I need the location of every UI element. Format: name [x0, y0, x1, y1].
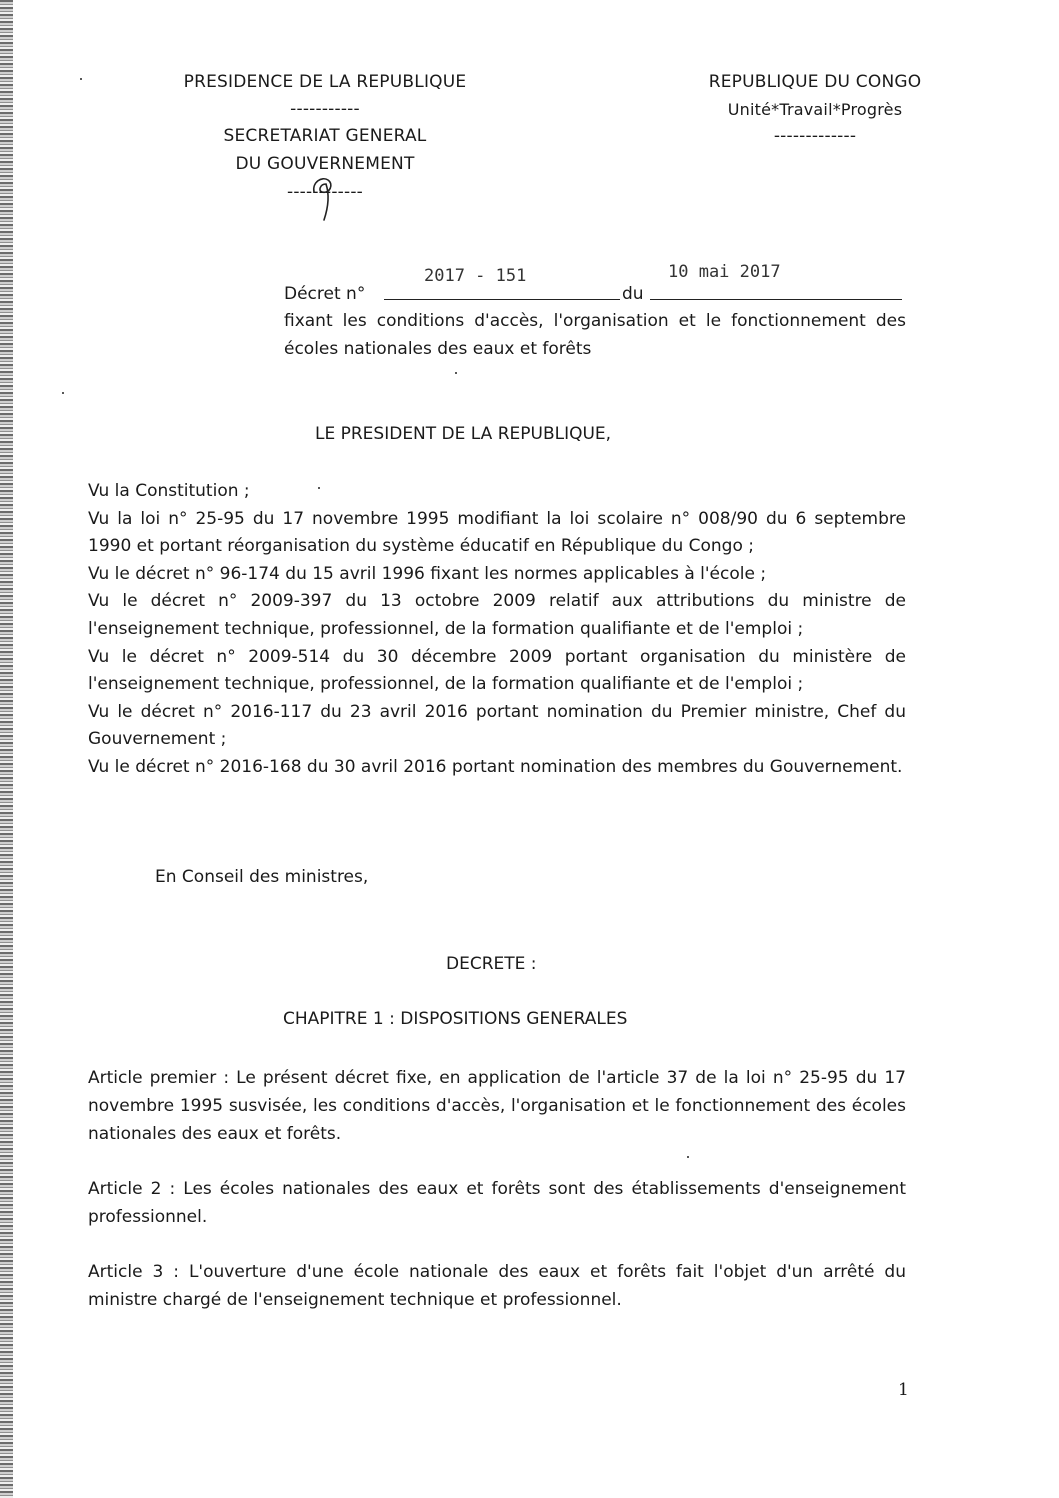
header-gouvernement: DU GOUVERNEMENT [235, 154, 415, 174]
header-republique: REPUBLIQUE DU CONGO [708, 72, 922, 92]
article-text: Le présent décret fixe, en application de l'article 37 de la loi n° 25-95 du 17 novembre 1995 susvisée, les conditions d'accès, l'organisation et le fonctionnement des écoles nationales des eaux et forêts. [88, 1068, 906, 1144]
visa-item: Vu le décret n° 96-174 du 15 avril 1996 fixant les normes applicables à l'école ; [88, 563, 767, 584]
scan-speck [455, 372, 457, 374]
scan-speck [62, 392, 64, 394]
decree-subject: fixant les conditions d'accès, l'organisation et le fonctionnement des écoles nationales des eaux et forêts [284, 311, 906, 359]
president-title: LE PRESIDENT DE LA REPUBLIQUE, [315, 424, 612, 444]
article-heading: Article premier [88, 1068, 217, 1088]
decree-number: 2017 - 151 [424, 266, 527, 286]
decrete-heading: DECRETE : [446, 954, 537, 974]
article-heading: Article 2 [88, 1179, 162, 1199]
article-premier [88, 1064, 906, 1148]
decree-date: 10 mai 2017 [668, 262, 781, 282]
article-text: L'ouverture d'une école nationale des eaux et forêts fait l'objet d'un arrêté du ministre chargé de l'enseignement technique et professionnel. [88, 1262, 906, 1310]
visa-item: Vu le décret n° 2016-168 du 30 avril 2016 portant nomination des membres du Gouvernement. [88, 756, 903, 777]
article-sep: : [161, 1179, 184, 1199]
article-heading: Article 3 [88, 1262, 164, 1282]
article-text: Les écoles nationales des eaux et forêts sont des établissements d'enseignement professionnel. [88, 1179, 906, 1227]
chapter-heading: CHAPITRE 1 : DISPOSITIONS GENERALES [283, 1009, 628, 1029]
scan-speck [687, 1156, 689, 1158]
visas-block [88, 478, 906, 782]
header-separator: ------------- [773, 126, 857, 146]
header-motto: Unité*Travail*Progrès [727, 100, 903, 119]
article-2 [88, 1175, 906, 1231]
decree-du-label: du [622, 284, 644, 304]
visa-item: Vu le décret n° 2009-397 du 13 octobre 2009 relatif aux attributions du ministre de l'enseignement technique, professionnel, de la formation qualifiante et de l'emploi ; [88, 591, 906, 639]
header-presidence: PRESIDENCE DE LA REPUBLIQUE [183, 72, 467, 92]
article-3 [88, 1258, 906, 1314]
header-separator: ------------ [286, 182, 363, 202]
decree-label: Décret n° [284, 284, 366, 304]
decree-number-line [284, 262, 908, 306]
article-sep: : [216, 1068, 237, 1088]
header-secretariat: SECRETARIAT GENERAL [223, 126, 427, 146]
handwritten-initials [308, 170, 344, 222]
visa-item: Vu la Constitution ; [88, 481, 250, 501]
page-number: 1 [898, 1380, 909, 1400]
article-sep: : [163, 1262, 189, 1282]
header-separator: ----------- [290, 99, 360, 119]
council-line: En Conseil des ministres, [155, 867, 369, 887]
scan-speck [318, 487, 320, 489]
visa-item: Vu le décret n° 2009-514 du 30 décembre 2009 portant organisation du ministère de l'enseignement technique, professionnel, de la formation qualifiante et de l'emploi ; [88, 646, 906, 695]
visa-item: Vu le décret n° 2016-117 du 23 avril 2016 portant nomination du Premier ministre, Chef du Gouvernement ; [88, 701, 906, 750]
visa-item: Vu la loi n° 25-95 du 17 novembre 1995 modifiant la loi scolaire n° 008/90 du 6 septembre 1990 et portant réorganisation du système éducatif en République du Congo ; [88, 508, 906, 557]
scan-edge [0, 0, 13, 1498]
scan-speck [80, 78, 82, 80]
